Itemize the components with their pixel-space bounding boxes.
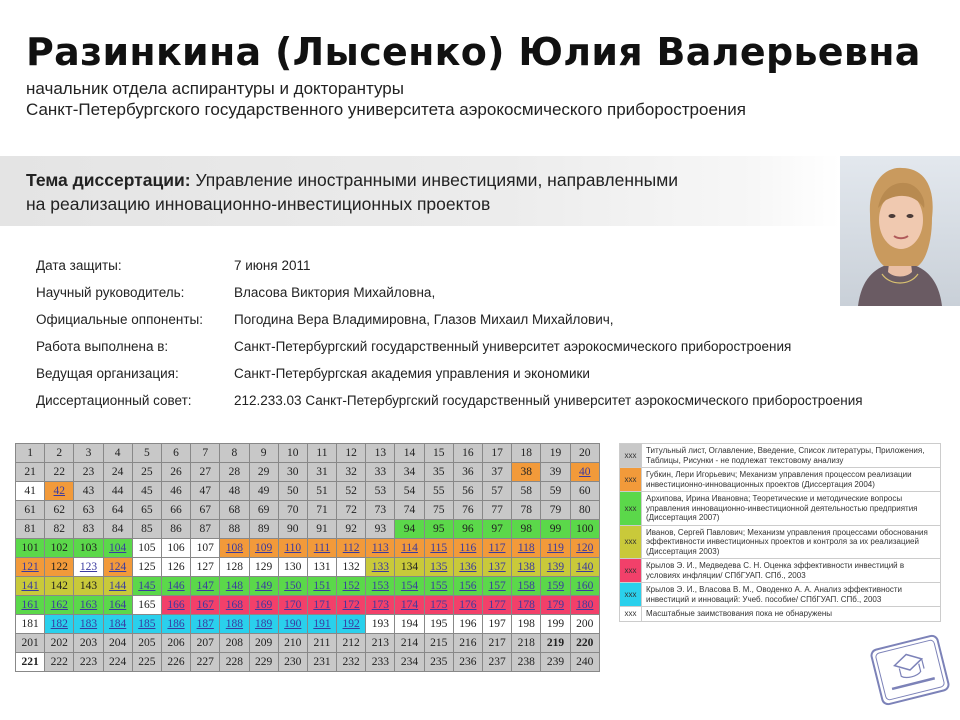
page-cell: 23	[74, 463, 103, 482]
page-cell: 92	[337, 520, 366, 539]
page-cell: 47	[191, 482, 220, 501]
page-cell: 2	[45, 444, 74, 463]
page-cell: 18	[512, 444, 541, 463]
page-cell: 82	[45, 520, 74, 539]
page-cell: 41	[16, 482, 45, 501]
page-cell: 22	[45, 463, 74, 482]
page-cell: 55	[424, 482, 453, 501]
page-cell: 197	[483, 615, 512, 634]
page-cell: 15	[424, 444, 453, 463]
legend-text: Архипова, Ирина Ивановна; Теоретические и методические вопросы управления инновационно-инвестиционной деятельностью предприятия (Диссертация 2007)	[642, 492, 941, 526]
page-cell: 12	[337, 444, 366, 463]
page-cell: 17	[483, 444, 512, 463]
page-cell: 221	[16, 653, 45, 672]
page-cell[interactable]: 110	[278, 539, 307, 558]
page-cell: 14	[395, 444, 424, 463]
page-cell: 71	[307, 501, 336, 520]
page-cell[interactable]: 40	[570, 463, 599, 482]
page-cell[interactable]: 182	[45, 615, 74, 634]
page-cell: 7	[191, 444, 220, 463]
page-cell[interactable]: 116	[453, 539, 482, 558]
page-cell[interactable]: 152	[337, 577, 366, 596]
page-cell: 131	[307, 558, 336, 577]
page-cell: 83	[74, 520, 103, 539]
page-cell: 225	[132, 653, 161, 672]
page-cell: 25	[132, 463, 161, 482]
grid-row	[16, 539, 600, 558]
page-cell: 237	[483, 653, 512, 672]
legend-text: Губкин, Лери Игорьевич; Механизм управления процессом реализации инвестиционно-инновационных проектов (Диссертация 2004)	[642, 468, 941, 492]
page-cell[interactable]: 120	[570, 539, 599, 558]
page-cell: 67	[191, 501, 220, 520]
page-cell[interactable]: 172	[337, 596, 366, 615]
page-cell: 43	[74, 482, 103, 501]
page-cell: 31	[307, 463, 336, 482]
page-cell: 220	[570, 634, 599, 653]
page-cell: 57	[483, 482, 512, 501]
page-cell: 228	[220, 653, 249, 672]
page-cell: 54	[395, 482, 424, 501]
page-cell: 70	[278, 501, 307, 520]
page-cell: 236	[453, 653, 482, 672]
page-cell: 44	[103, 482, 132, 501]
page-cell: 224	[103, 653, 132, 672]
page-cell: 214	[395, 634, 424, 653]
page-cell[interactable]: 156	[453, 577, 482, 596]
page-cell: 211	[307, 634, 336, 653]
page-cell: 98	[512, 520, 541, 539]
page-cell: 30	[278, 463, 307, 482]
page-cell[interactable]: 184	[103, 615, 132, 634]
stamp-logo	[868, 628, 952, 712]
page-cell: 199	[541, 615, 570, 634]
page-cell[interactable]: 169	[249, 596, 278, 615]
page-cell: 143	[74, 577, 103, 596]
page-cell: 32	[337, 463, 366, 482]
page-cell: 193	[366, 615, 395, 634]
detail-value: Санкт-Петербургская академия управления и экономики	[234, 366, 590, 381]
page-cell[interactable]: 185	[132, 615, 161, 634]
page-cell: 238	[512, 653, 541, 672]
page-cell: 26	[161, 463, 190, 482]
dissertation-title-line-1: Управление иностранными инвестициями, направленными	[195, 170, 679, 190]
page-cell: 93	[366, 520, 395, 539]
page-cell: 35	[424, 463, 453, 482]
page-cell: 64	[103, 501, 132, 520]
page-cell[interactable]: 158	[512, 577, 541, 596]
page-cell: 234	[395, 653, 424, 672]
portrait-photo	[840, 156, 960, 306]
page-cell: 231	[307, 653, 336, 672]
page-cell: 130	[278, 558, 307, 577]
page-cell: 51	[307, 482, 336, 501]
dissertation-topic	[26, 168, 806, 216]
page-cell[interactable]: 113	[366, 539, 395, 558]
page-cell: 102	[45, 539, 74, 558]
page-cell[interactable]: 166	[161, 596, 190, 615]
page-cell[interactable]: 124	[103, 558, 132, 577]
page-cell[interactable]: 123	[74, 558, 103, 577]
page-cell: 99	[541, 520, 570, 539]
dissertation-title-line-2: на реализацию инновационно-инвестиционных проектов	[26, 194, 491, 214]
grid-row	[16, 596, 600, 615]
page-cell: 105	[132, 539, 161, 558]
page-cell: 68	[220, 501, 249, 520]
page-cell: 45	[132, 482, 161, 501]
grid-row	[16, 653, 600, 672]
page-cell: 127	[191, 558, 220, 577]
page-cell: 5	[132, 444, 161, 463]
legend-swatch: xxx	[620, 583, 642, 607]
detail-label: Работа выполнена в:	[36, 339, 169, 354]
page-cell: 58	[512, 482, 541, 501]
page-cell[interactable]: 141	[16, 577, 45, 596]
page-cell[interactable]: 139	[541, 558, 570, 577]
page-cell[interactable]: 146	[161, 577, 190, 596]
page-cell[interactable]: 162	[45, 596, 74, 615]
portrait-image	[840, 156, 960, 306]
page-cell: 194	[395, 615, 424, 634]
page-cell: 232	[337, 653, 366, 672]
page-cell[interactable]: 170	[278, 596, 307, 615]
legend-table	[619, 443, 941, 622]
page-cell: 34	[395, 463, 424, 482]
page-cell: 56	[453, 482, 482, 501]
grid-row	[16, 520, 600, 539]
antiplagiat-stamp-icon	[868, 628, 952, 712]
legend-text: Иванов, Сергей Павлович; Механизм управления процессами обоснования эффективности инвестиционных проектов и контроля за их реализацией (Диссертация 2003)	[642, 525, 941, 559]
page-cell: 96	[453, 520, 482, 539]
page-cell: 65	[132, 501, 161, 520]
dissertation-label: Тема диссертации:	[26, 170, 191, 190]
page-cell: 222	[45, 653, 74, 672]
page-cell: 8	[220, 444, 249, 463]
page-cell: 125	[132, 558, 161, 577]
page-cell[interactable]: 119	[541, 539, 570, 558]
page-cell: 196	[453, 615, 482, 634]
legend-row	[620, 607, 941, 622]
page-cell: 202	[45, 634, 74, 653]
page-cell: 75	[424, 501, 453, 520]
legend-row	[620, 468, 941, 492]
page-cell: 107	[191, 539, 220, 558]
page-cell: 76	[453, 501, 482, 520]
page-cell: 165	[132, 596, 161, 615]
legend-swatch: xxx	[620, 607, 642, 622]
page-cell: 33	[366, 463, 395, 482]
page-cell: 39	[541, 463, 570, 482]
page-cell[interactable]: 42	[45, 482, 74, 501]
page-cell: 226	[161, 653, 190, 672]
page-cell: 62	[45, 501, 74, 520]
page-cell: 90	[278, 520, 307, 539]
legend-text: Крылов Э. И., Медведева С. Н. Оценка эффективности инвестиций в условиях инфляции/ СПбГУАП. СПб., 2003	[642, 559, 941, 583]
page-cell: 223	[74, 653, 103, 672]
legend-swatch: xxx	[620, 492, 642, 526]
page-cell: 59	[541, 482, 570, 501]
page-cell[interactable]: 164	[103, 596, 132, 615]
page-cell[interactable]: 135	[424, 558, 453, 577]
page-cell[interactable]: 179	[541, 596, 570, 615]
grid-row	[16, 615, 600, 634]
page-cell[interactable]: 154	[395, 577, 424, 596]
page-cell[interactable]: 192	[337, 615, 366, 634]
page-cell[interactable]: 183	[74, 615, 103, 634]
page-cell[interactable]: 147	[191, 577, 220, 596]
page-cell: 101	[16, 539, 45, 558]
legend-swatch: xxx	[620, 468, 642, 492]
page-cell[interactable]: 176	[453, 596, 482, 615]
page-cell: 28	[220, 463, 249, 482]
page-cell: 60	[570, 482, 599, 501]
page-cell[interactable]: 153	[366, 577, 395, 596]
legend-row	[620, 492, 941, 526]
page-cell: 48	[220, 482, 249, 501]
position-line-1: начальник отдела аспирантуры и докторантуры	[26, 79, 404, 98]
page-cell: 233	[366, 653, 395, 672]
page-cell: 227	[191, 653, 220, 672]
page-cell: 134	[395, 558, 424, 577]
page-cell: 181	[16, 615, 45, 634]
page-cell: 74	[395, 501, 424, 520]
page-cell[interactable]: 180	[570, 596, 599, 615]
page-cell: 53	[366, 482, 395, 501]
page-cell: 213	[366, 634, 395, 653]
person-name: Разинкина (Лысенко) Юлия Валерьевна	[26, 30, 921, 74]
page-cell: 72	[337, 501, 366, 520]
grid-row	[16, 463, 600, 482]
grid-row	[16, 501, 600, 520]
grid-row	[16, 444, 600, 463]
page-cell: 91	[307, 520, 336, 539]
page-cell: 126	[161, 558, 190, 577]
detail-value: Санкт-Петербургский государственный университет аэрокосмического приборостроения	[234, 339, 792, 354]
legend-row	[620, 444, 941, 468]
page-cell: 212	[337, 634, 366, 653]
page-cell[interactable]: 151	[307, 577, 336, 596]
page-cell: 106	[161, 539, 190, 558]
page-cell: 86	[161, 520, 190, 539]
page-cell[interactable]: 189	[249, 615, 278, 634]
detail-value: 212.233.03 Санкт-Петербургский государственный университет аэрокосмического приборостроения	[234, 393, 863, 408]
position-block	[26, 78, 746, 120]
page-cell: 210	[278, 634, 307, 653]
page-cell: 218	[512, 634, 541, 653]
page-cell: 229	[249, 653, 278, 672]
legend-row	[620, 559, 941, 583]
page-cell: 16	[453, 444, 482, 463]
page-cell: 84	[103, 520, 132, 539]
page-grid	[15, 443, 600, 672]
page-cell: 100	[570, 520, 599, 539]
page-cell: 235	[424, 653, 453, 672]
page-cell: 215	[424, 634, 453, 653]
page-cell: 198	[512, 615, 541, 634]
page-cell: 50	[278, 482, 307, 501]
page-cell: 219	[541, 634, 570, 653]
page-cell[interactable]: 173	[366, 596, 395, 615]
grid-row	[16, 558, 600, 577]
page-cell: 9	[249, 444, 278, 463]
page-cell[interactable]: 144	[103, 577, 132, 596]
detail-value: Власова Виктория Михайловна,	[234, 285, 436, 300]
page-cell: 81	[16, 520, 45, 539]
page-cell: 1	[16, 444, 45, 463]
page-cell: 21	[16, 463, 45, 482]
page-cell: 4	[103, 444, 132, 463]
page-cell[interactable]: 149	[249, 577, 278, 596]
page-cell[interactable]: 157	[483, 577, 512, 596]
page-cell[interactable]: 140	[570, 558, 599, 577]
page-cell: 85	[132, 520, 161, 539]
page-cell: 208	[220, 634, 249, 653]
page-cell: 239	[541, 653, 570, 672]
page-cell[interactable]: 109	[249, 539, 278, 558]
page-cell: 73	[366, 501, 395, 520]
page-cell[interactable]: 167	[191, 596, 220, 615]
page-cell[interactable]: 111	[307, 539, 336, 558]
page-cell[interactable]: 155	[424, 577, 453, 596]
page-cell: 230	[278, 653, 307, 672]
page-cell[interactable]: 117	[483, 539, 512, 558]
legend-swatch: xxx	[620, 444, 642, 468]
page-cell[interactable]: 174	[395, 596, 424, 615]
page-cell: 207	[191, 634, 220, 653]
page-cell: 6	[161, 444, 190, 463]
page-cell[interactable]: 178	[512, 596, 541, 615]
page-cell[interactable]: 138	[512, 558, 541, 577]
page-cell: 87	[191, 520, 220, 539]
page-cell[interactable]: 161	[16, 596, 45, 615]
page-cell: 217	[483, 634, 512, 653]
page-cell: 27	[191, 463, 220, 482]
page-cell[interactable]: 190	[278, 615, 307, 634]
page-cell: 20	[570, 444, 599, 463]
page-cell: 52	[337, 482, 366, 501]
page-cell[interactable]: 112	[337, 539, 366, 558]
page-cell: 24	[103, 463, 132, 482]
page-cell: 19	[541, 444, 570, 463]
page-cell: 37	[483, 463, 512, 482]
legend-text: Крылов Э. И., Власова В. М., Оводенко А. А. Анализ эффективности инвестиций и инноваций: Учеб. пособие/ СПбГУАП. СПб., 2003	[642, 583, 941, 607]
page-cell[interactable]: 108	[220, 539, 249, 558]
grid-row	[16, 577, 600, 596]
page-cell: 3	[74, 444, 103, 463]
page-cell[interactable]: 168	[220, 596, 249, 615]
page-cell: 77	[483, 501, 512, 520]
page-cell[interactable]: 186	[161, 615, 190, 634]
page-cell[interactable]: 118	[512, 539, 541, 558]
position-line-2: Санкт-Петербургского государственного университета аэрокосмического приборостроения	[26, 100, 746, 119]
page-cell: 29	[249, 463, 278, 482]
legend-row	[620, 525, 941, 559]
legend-row	[620, 583, 941, 607]
page-cell: 129	[249, 558, 278, 577]
page-cell: 142	[45, 577, 74, 596]
detail-label: Ведущая организация:	[36, 366, 179, 381]
page-cell: 69	[249, 501, 278, 520]
page-cell: 204	[103, 634, 132, 653]
page-cell[interactable]: 175	[424, 596, 453, 615]
page-cell: 78	[512, 501, 541, 520]
page-cell: 132	[337, 558, 366, 577]
page-cell: 216	[453, 634, 482, 653]
page-cell[interactable]: 133	[366, 558, 395, 577]
detail-label: Дата защиты:	[36, 258, 122, 273]
detail-label: Диссертационный совет:	[36, 393, 192, 408]
page-cell: 97	[483, 520, 512, 539]
page-cell[interactable]: 115	[424, 539, 453, 558]
page-cell: 206	[161, 634, 190, 653]
page-cell: 209	[249, 634, 278, 653]
legend-text: Масштабные заимствования пока не обнаружены	[642, 607, 941, 622]
legend-swatch: xxx	[620, 525, 642, 559]
page-cell[interactable]: 159	[541, 577, 570, 596]
page-cell: 205	[132, 634, 161, 653]
page-cell: 95	[424, 520, 453, 539]
page-cell: 122	[45, 558, 74, 577]
detail-label: Научный руководитель:	[36, 285, 185, 300]
page-cell: 49	[249, 482, 278, 501]
page-cell: 79	[541, 501, 570, 520]
page-cell[interactable]: 136	[453, 558, 482, 577]
page-cell[interactable]: 114	[395, 539, 424, 558]
page-cell: 11	[307, 444, 336, 463]
page-cell[interactable]: 177	[483, 596, 512, 615]
detail-value: 7 июня 2011	[234, 258, 311, 273]
page-cell: 38	[512, 463, 541, 482]
page-cell[interactable]: 160	[570, 577, 599, 596]
legend-text: Титульный лист, Оглавление, Введение, Список литературы, Приложения, Таблицы, Рисунки - не подлежат текстовому анализу	[642, 444, 941, 468]
legend-swatch: xxx	[620, 559, 642, 583]
page-cell[interactable]: 187	[191, 615, 220, 634]
page-cell: 240	[570, 653, 599, 672]
detail-value: Погодина Вера Владимировна, Глазов Михаил Михайлович,	[234, 312, 614, 327]
grid-row	[16, 634, 600, 653]
detail-label: Официальные оппоненты:	[36, 312, 203, 327]
grid-row	[16, 482, 600, 501]
page-cell[interactable]: 163	[74, 596, 103, 615]
page-cell: 200	[570, 615, 599, 634]
page-cell: 103	[74, 539, 103, 558]
page-cell: 10	[278, 444, 307, 463]
page-cell: 80	[570, 501, 599, 520]
page-cell[interactable]: 145	[132, 577, 161, 596]
page-cell: 201	[16, 634, 45, 653]
page-cell: 203	[74, 634, 103, 653]
page-cell: 88	[220, 520, 249, 539]
page-cell: 89	[249, 520, 278, 539]
page-cell: 36	[453, 463, 482, 482]
page-cell: 94	[395, 520, 424, 539]
page-cell: 195	[424, 615, 453, 634]
page-cell: 66	[161, 501, 190, 520]
page-cell[interactable]: 137	[483, 558, 512, 577]
page-cell: 61	[16, 501, 45, 520]
page-cell[interactable]: 148	[220, 577, 249, 596]
page-cell: 63	[74, 501, 103, 520]
page-cell: 46	[161, 482, 190, 501]
page-cell[interactable]: 104	[103, 539, 132, 558]
page-cell[interactable]: 171	[307, 596, 336, 615]
page-cell[interactable]: 191	[307, 615, 336, 634]
page-cell[interactable]: 150	[278, 577, 307, 596]
page-cell: 13	[366, 444, 395, 463]
page-cell[interactable]: 121	[16, 558, 45, 577]
page-cell[interactable]: 188	[220, 615, 249, 634]
page-cell: 128	[220, 558, 249, 577]
